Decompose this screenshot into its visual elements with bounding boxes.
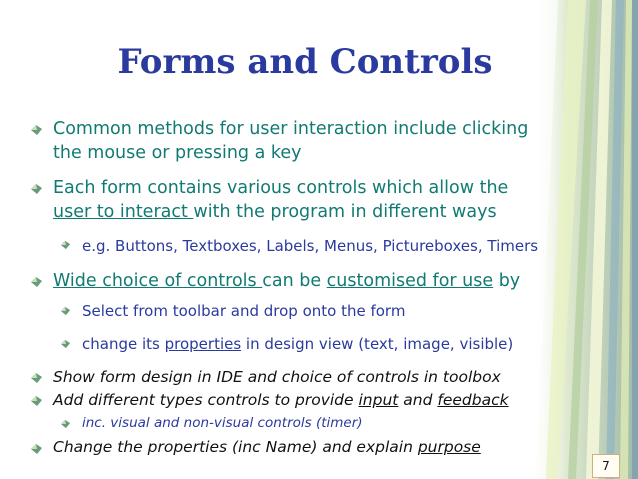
sub-bullet-icon xyxy=(60,306,71,316)
customised-link[interactable]: customised for use xyxy=(326,271,494,291)
bullet-1: Common methods for user interaction include clicking the mouse or pressing a key xyxy=(53,119,529,163)
sub-bullet-icon xyxy=(60,419,71,429)
bullet-icon xyxy=(30,124,43,136)
bullet-6: Change the properties (inc Name) and explain purpose xyxy=(53,438,481,456)
bullet-3-sub-2: change its properties in design view (text, image, visible) xyxy=(82,335,514,353)
user-to-interact-link[interactable]: user to interact xyxy=(53,202,194,222)
bullet-icon xyxy=(30,372,43,384)
sub-bullet-icon xyxy=(60,339,71,349)
bullet-2-sub-1: e.g. Buttons, Textboxes, Labels, Menus, Pictureboxes, Timers xyxy=(82,237,539,255)
properties-link[interactable]: properties xyxy=(164,335,242,353)
bullet-icon xyxy=(30,276,43,288)
bullet-4: Show form design in IDE and choice of controls in toolbox xyxy=(53,368,501,386)
slide-title: Forms and Controls xyxy=(117,42,493,82)
bullet-icon xyxy=(30,443,43,455)
purpose-link[interactable]: purpose xyxy=(417,438,481,456)
wide-choice-link[interactable]: Wide choice of controls xyxy=(53,271,263,291)
bullet-5: Add different types controls to provide input and feedback xyxy=(53,391,509,409)
bullet-3: Wide choice of controls can be customised for use by xyxy=(53,271,521,291)
sub-bullet-icon xyxy=(60,240,71,250)
bullet-2: Each form contains various controls which allow the user to interact with the program in different ways xyxy=(53,178,509,222)
bullet-icon xyxy=(30,183,43,195)
bullet-icon xyxy=(30,395,43,407)
input-link[interactable]: input xyxy=(358,391,399,409)
feedback-link[interactable]: feedback xyxy=(437,391,509,409)
page-number: 7 xyxy=(592,454,620,478)
bullet-3-sub-1: Select from toolbar and drop onto the form xyxy=(82,302,406,320)
bullet-5-sub-1: inc. visual and non-visual controls (timer) xyxy=(82,415,363,431)
